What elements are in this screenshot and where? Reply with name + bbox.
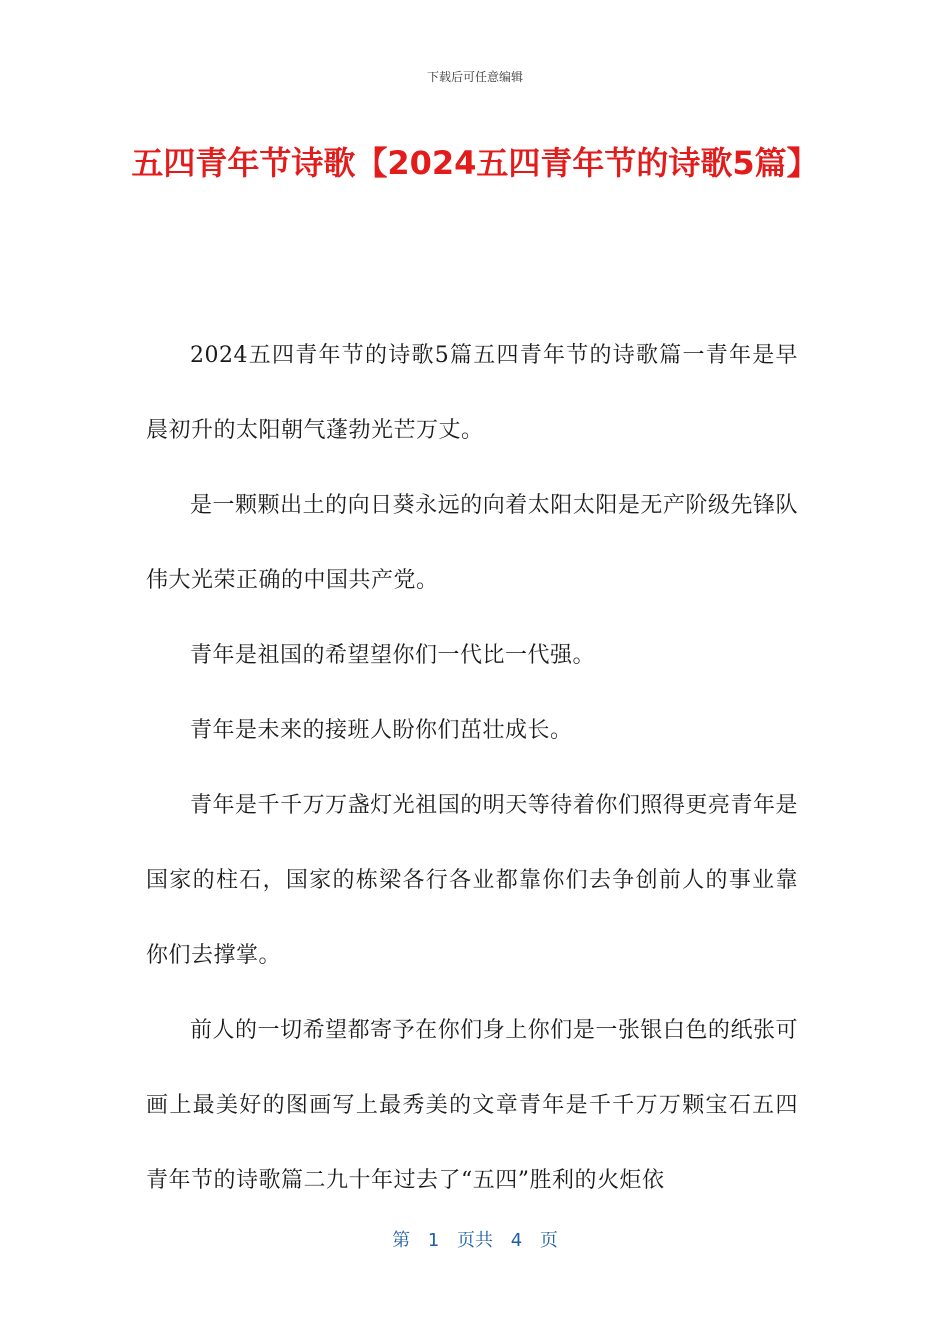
footer-middle: 页共 xyxy=(457,1230,493,1251)
document-body xyxy=(146,318,798,1218)
page-footer xyxy=(0,1226,950,1252)
paragraph: 青年是未来的接班人盼你们茁壮成长。 xyxy=(190,718,573,743)
footer-suffix: 页 xyxy=(539,1230,558,1251)
header-note: 下载后可任意编辑 xyxy=(426,70,523,84)
paragraph: 2024五四青年节的诗歌5篇五四青年节的诗歌篇一青年是早晨初升的太阳朝气蓬勃光芒万丈。 xyxy=(146,343,798,443)
paragraph: 是一颗颗出土的向日葵永远的向着太阳太阳是无产阶级先锋队伟大光荣正确的中国共产党。 xyxy=(146,493,798,593)
footer-current-page: 1 xyxy=(427,1230,440,1251)
paragraph: 青年是祖国的希望望你们一代比一代强。 xyxy=(190,643,596,668)
footer-total-pages: 4 xyxy=(510,1230,523,1251)
document-title: 五四青年节诗歌【2024五四青年节的诗歌5篇】 xyxy=(131,144,819,182)
footer-prefix: 第 xyxy=(392,1230,411,1251)
paragraph: 青年是千千万万盏灯光祖国的明天等待着你们照得更亮青年是国家的柱石，国家的栋梁各行各业都靠你们去争创前人的事业靠你们去撑掌。 xyxy=(146,793,798,968)
paragraph: 前人的一切希望都寄予在你们身上你们是一张银白色的纸张可画上最美好的图画写上最秀美的文章青年是千千万万颗宝石五四青年节的诗歌篇二九十年过去了“五四”胜利的火炬依 xyxy=(146,1018,798,1193)
